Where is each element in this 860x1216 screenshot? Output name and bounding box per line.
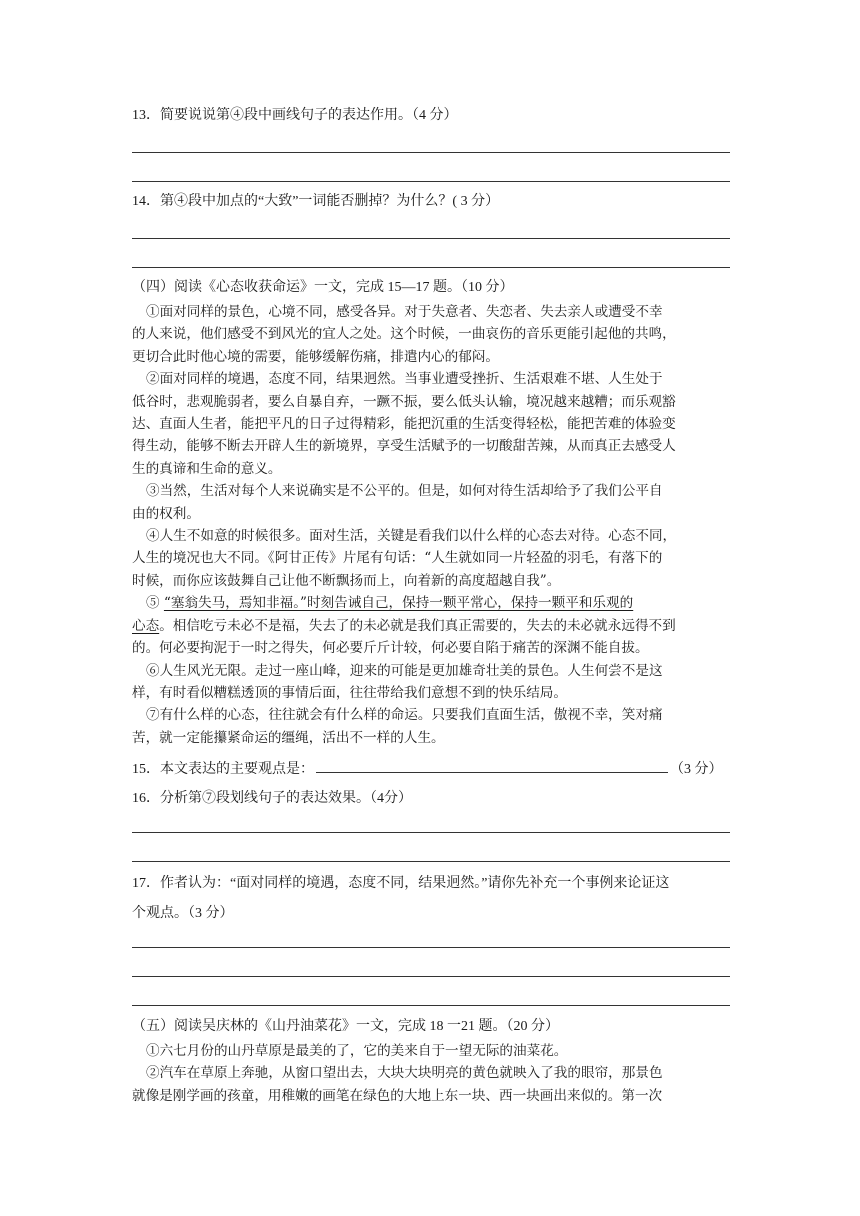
answer-line[interactable] — [132, 861, 730, 862]
underlined-sentence: 心态 — [132, 617, 160, 634]
paragraph-number: ⑤ — [146, 595, 164, 612]
paragraph-line: ②面对同样的境遇，态度不同，结果迥然。当事业遭受挫折、生活艰难不堪、人生处于 — [146, 371, 663, 388]
question-17 — [132, 904, 732, 924]
paragraph-line: 得生动，能够不断去开辟人生的新境界，享受生活赋予的一切酸甜苦辣，从而真正去感受人 — [132, 438, 676, 455]
answer-blank[interactable] — [316, 758, 668, 773]
answer-line[interactable] — [132, 152, 730, 153]
paragraph-line: 时候，而你应该鼓舞自己让他不断飘扬而上，向着新的高度超越自我”。 — [132, 572, 561, 589]
section-5-heading: （五）阅读吴庆林的《山丹油菜花》一文，完成 18 一21 题。（20 分） — [132, 1019, 559, 1034]
paragraph-line: ②汽车在草原上奔驰，从窗口望出去，大块大块明亮的黄色就映入了我的眼帘，那景色 — [146, 1065, 663, 1082]
paragraph-line: 生的真谛和生命的意义。 — [132, 460, 282, 477]
answer-line[interactable] — [132, 267, 730, 268]
section-4-passage — [132, 301, 730, 749]
question-15 — [132, 758, 732, 780]
answer-line[interactable] — [132, 947, 730, 948]
paragraph-line: ③当然，生活对每个人来说确实是不公平的。但是，如何对待生活却给予了我们公平自 — [146, 483, 663, 500]
paragraph-text: 。相信吃亏未必不是福，失去了的未必就是我们真正需要的，失去的未必就永远得不到 — [159, 617, 676, 634]
paragraph-line: 由的权利。 — [132, 505, 200, 522]
paragraph-line: 达、直面人生者，能把平凡的日子过得精彩，能把沉重的生活变得轻松，能把苦难的体验变 — [132, 416, 676, 433]
paragraph-line: ①六七月份的山丹草原是最美的了，它的美来自于一望无际的油菜花。 — [146, 1043, 568, 1059]
answer-line[interactable] — [132, 976, 730, 977]
underlined-sentence: “塞翁失马，焉知非福。”时刻告诫自己，保持一颗平常心，保持一颗平和乐观的 — [163, 595, 634, 612]
paragraph-line: ⑦有什么样的心态，往往就会有什么样的命运。只要我们直面生活，傲视不幸，笑对痛 — [146, 707, 663, 724]
question-17-line: 17．作者认为：“面对同样的境遇，态度不同，结果迥然。”请你先补充一个事例来论证这 — [132, 876, 670, 891]
paragraph-line: 的。何必要拘泥于一时之得失，何必要斤斤计较，何必要自陷于痛苦的深渊不能自拔。 — [132, 640, 649, 657]
question-15-label: 15．本文表达的主要观点是： — [132, 762, 314, 777]
answer-line[interactable] — [132, 1005, 730, 1006]
section-5-passage — [132, 1040, 730, 1107]
paragraph-line: 人生的境况也大不同。《阿甘正传》片尾有句话：“人生就如同一片轻盈的羽毛，有落下的 — [132, 550, 663, 567]
answer-line[interactable] — [132, 238, 730, 239]
paragraph-line: ⑥人生风光无限。走过一座山峰，迎来的可能是更加雄奇壮美的景色。人生何尝不是这 — [146, 662, 663, 679]
question-13: 13．简要说说第④段中画线句子的表达作用。（4 分） — [132, 108, 458, 123]
question-17 — [132, 874, 732, 894]
question-17-line: 个观点。（3 分） — [132, 906, 234, 921]
paragraph-line: 更切合此时他心境的需要，能够缓解伤痛，排遣内心的郁闷。 — [132, 348, 500, 365]
question-16: 16．分析第⑦段划线句子的表达效果。（4分） — [132, 791, 412, 806]
paragraph-line — [132, 592, 730, 614]
section-4-heading: （四）阅读《心态收获命运》一文，完成 15—17 题。（10 分） — [132, 280, 514, 295]
question-14: 14．第④段中加点的“大致”一词能否删掉？为什么？( 3 分） — [132, 194, 500, 209]
paragraph-line: ①面对同样的景色，心境不同，感受各异。对于失意者、失恋者、失去亲人或遭受不幸 — [146, 304, 663, 320]
paragraph-line: 苦，就一定能攥紧命运的缰绳，活出不一样的人生。 — [132, 729, 445, 746]
paragraph-line: 就像是刚学画的孩童，用稚嫩的画笔在绿色的大地上东一块、西一块画出来似的。第一次 — [132, 1087, 663, 1104]
answer-line[interactable] — [132, 832, 730, 833]
paragraph-line — [132, 615, 730, 637]
paragraph-line: 的人来说，他们感受不到风光的宜人之处。这个时候，一曲哀伤的音乐更能引起他的共鸣， — [132, 326, 676, 343]
answer-line[interactable] — [132, 181, 730, 182]
paragraph-line: ④人生不如意的时候很多。面对生活，关键是看我们以什么样的心态去对待。心态不同， — [146, 528, 677, 545]
question-15-score: （3 分） — [670, 762, 723, 777]
paragraph-line: 低谷时，悲观脆弱者，要么自暴自弃，一蹶不振，要么低头认输，境况越来越糟；而乐观豁 — [132, 393, 676, 410]
paragraph-line: 样，有时看似糟糕透顶的事情后面，往往带给我们意想不到的快乐结局。 — [132, 684, 567, 701]
